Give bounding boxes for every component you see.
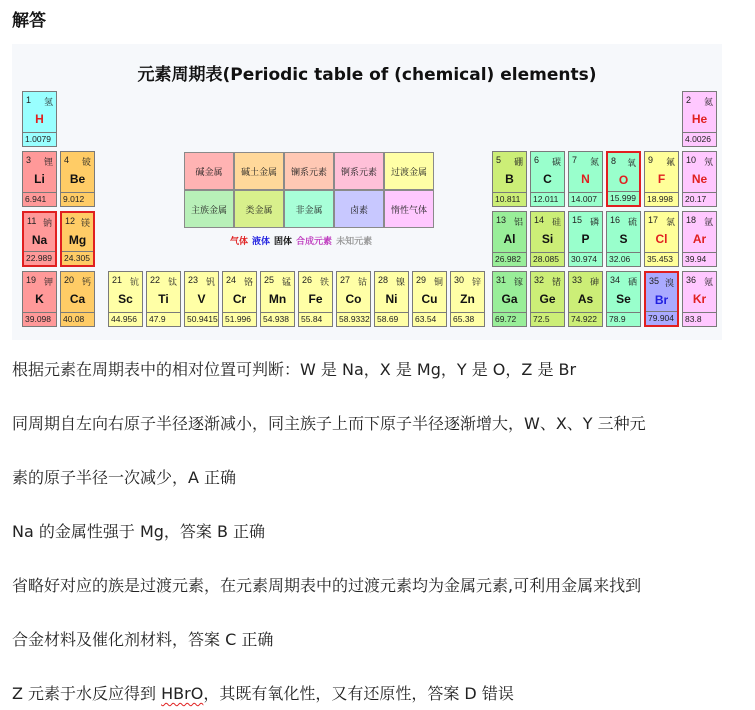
atomic-number: 2	[686, 95, 692, 105]
element-cell-ni	[374, 271, 409, 327]
chinese-name: 钠	[42, 218, 52, 228]
chinese-name: 氯	[665, 217, 675, 227]
element-cell-ga	[492, 271, 527, 327]
atomic-number: 17	[648, 215, 659, 225]
atomic-mass: 14.007	[569, 192, 602, 206]
atomic-number: 31	[496, 275, 507, 285]
element-cell-o	[606, 151, 641, 207]
element-symbol: Ga	[501, 292, 518, 306]
element-symbol: B	[505, 172, 514, 186]
atomic-mass: 40.08	[61, 312, 94, 326]
chinese-name: 氧	[626, 158, 636, 168]
chinese-name: 硅	[551, 217, 561, 227]
element-cell-ne	[682, 151, 717, 207]
element-symbol: Ni	[385, 292, 398, 306]
atomic-mass: 47.9	[147, 312, 180, 326]
atomic-mass: 54.938	[261, 312, 294, 326]
chinese-name: 硒	[627, 277, 637, 287]
element-symbol: Be	[69, 172, 86, 186]
atomic-number: 24	[226, 275, 237, 285]
atomic-number: 19	[26, 275, 37, 285]
hbro-underlined: HBrO	[161, 684, 204, 703]
chinese-name: 氟	[665, 157, 675, 167]
chinese-name: 氮	[589, 157, 599, 167]
element-symbol: S	[619, 232, 628, 246]
atomic-mass: 30.974	[569, 252, 602, 266]
chinese-name: 锗	[551, 277, 561, 287]
element-symbol: Na	[31, 233, 48, 247]
state-legend-item: 固体	[274, 237, 293, 247]
paragraph-2: 同周期自左向右原子半径逐渐减小，同主族子上而下原子半径逐渐增大，W、X、Y 三种元	[12, 414, 646, 433]
atomic-mass: 58.69	[375, 312, 408, 326]
atomic-number: 34	[610, 275, 621, 285]
atomic-mass: 79.904	[646, 311, 677, 325]
element-symbol: Se	[616, 292, 631, 306]
chinese-name: 氖	[703, 157, 713, 167]
element-cell-se	[606, 271, 641, 327]
element-symbol: Ne	[691, 172, 708, 186]
element-cell-h	[22, 91, 57, 147]
paragraph-1: 根据元素在周期表中的相对位置可判断：W 是 Na，X 是 Mg，Y 是 O，Z 是 Br	[12, 360, 577, 379]
atomic-number: 21	[112, 275, 123, 285]
atomic-mass: 20.17	[683, 192, 716, 206]
paragraph-4: Na 的金属性强于 Mg，答案 B 正确	[12, 522, 266, 541]
state-legend-item: 合成元素	[296, 237, 333, 247]
element-symbol: Co	[345, 292, 362, 306]
element-cell-he	[682, 91, 717, 147]
chinese-name: 钾	[43, 277, 53, 287]
element-symbol: Cr	[232, 292, 247, 306]
element-symbol: C	[543, 172, 552, 186]
paragraph-7	[12, 681, 514, 704]
element-cell-mg	[60, 211, 95, 267]
atomic-number: 36	[686, 275, 697, 285]
element-symbol: Zn	[460, 292, 475, 306]
chinese-name: 钛	[167, 277, 177, 287]
element-symbol: Ge	[539, 292, 556, 306]
element-symbol: Ca	[69, 292, 86, 306]
atomic-mass: 51.996	[223, 312, 256, 326]
element-symbol: P	[581, 232, 590, 246]
element-cell-be	[60, 151, 95, 207]
atomic-mass: 63.54	[413, 312, 446, 326]
atomic-mass: 24.305	[62, 251, 93, 265]
legend-category: 锕系元素	[334, 152, 384, 190]
atomic-mass: 18.998	[645, 192, 678, 206]
atomic-mass: 50.9415	[187, 314, 218, 324]
element-cell-as	[568, 271, 603, 327]
atomic-number: 25	[264, 275, 275, 285]
atomic-number: 30	[454, 275, 465, 285]
atomic-mass: 65.38	[451, 312, 484, 326]
chinese-name: 砷	[589, 277, 599, 287]
element-cell-v	[184, 271, 219, 327]
element-cell-li	[22, 151, 57, 207]
atomic-number: 1	[26, 95, 32, 105]
element-cell-f	[644, 151, 679, 207]
atomic-mass: 26.982	[493, 252, 526, 266]
atomic-mass: 6.941	[23, 192, 56, 206]
legend-category: 镧系元素	[284, 152, 334, 190]
element-symbol: Fe	[308, 292, 323, 306]
element-cell-k	[22, 271, 57, 327]
element-symbol: Ar	[692, 232, 707, 246]
element-cell-br	[644, 271, 679, 327]
element-cell-al	[492, 211, 527, 267]
chinese-name: 铬	[243, 277, 253, 287]
atomic-mass: 35.453	[645, 252, 678, 266]
legend-category: 非金属	[284, 190, 334, 228]
element-cell-co	[336, 271, 371, 327]
chinese-name: 钙	[81, 277, 91, 287]
state-legend	[230, 234, 376, 247]
state-legend-item: 气体	[230, 237, 249, 247]
atomic-number: 6	[534, 155, 540, 165]
element-cell-ti	[146, 271, 181, 327]
atomic-number: 4	[64, 155, 70, 165]
answer-heading: 解答	[12, 11, 46, 31]
legend-category: 过渡金属	[384, 152, 434, 190]
element-symbol: Br	[654, 293, 669, 307]
atomic-number: 28	[378, 275, 389, 285]
atomic-number: 20	[64, 275, 75, 285]
atomic-number: 26	[302, 275, 313, 285]
atomic-mass: 69.72	[493, 312, 526, 326]
paragraph-5: 省略好对应的族是过渡元素，在元素周期表中的过渡元素均为金属元素,可利用金属来找到	[12, 576, 642, 595]
element-symbol: As	[577, 292, 594, 306]
element-symbol: H	[35, 112, 44, 126]
chinese-name: 铜	[433, 277, 443, 287]
element-cell-c	[530, 151, 565, 207]
atomic-mass: 32.06	[607, 252, 640, 266]
chinese-name: 钒	[205, 277, 215, 287]
paragraph-6: 合金材料及催化剂材料，答案 C 正确	[12, 630, 274, 649]
atomic-number: 11	[27, 216, 37, 226]
chinese-name: 氢	[43, 97, 53, 107]
element-symbol: He	[691, 112, 708, 126]
atomic-mass: 55.84	[299, 312, 332, 326]
atomic-mass: 22.989	[24, 251, 55, 265]
paragraph-7-after: ，其既有氧化性，又有还原性，答案 D 错误	[203, 684, 514, 703]
element-cell-ca	[60, 271, 95, 327]
atomic-number: 9	[648, 155, 654, 165]
legend-category: 类金属	[234, 190, 284, 228]
atomic-number: 7	[572, 155, 578, 165]
chinese-name: 氩	[703, 217, 713, 227]
atomic-number: 3	[26, 155, 32, 165]
state-legend-item: 液体	[252, 237, 271, 247]
chinese-name: 钴	[357, 277, 367, 287]
chinese-name: 锂	[43, 157, 53, 167]
chinese-name: 铍	[81, 157, 91, 167]
element-symbol: Kr	[692, 292, 707, 306]
element-symbol: Mn	[268, 292, 287, 306]
element-symbol: Mg	[68, 233, 87, 247]
atomic-number: 16	[610, 215, 621, 225]
atomic-number: 10	[686, 155, 697, 165]
atomic-number: 32	[534, 275, 545, 285]
atomic-mass: 10.811	[493, 192, 526, 206]
periodic-table-image	[12, 44, 722, 340]
atomic-number: 22	[150, 275, 161, 285]
chinese-name: 氪	[703, 277, 713, 287]
atomic-number: 15	[572, 215, 583, 225]
atomic-mass: 72.5	[531, 312, 564, 326]
element-cell-fe	[298, 271, 333, 327]
element-cell-zn	[450, 271, 485, 327]
atomic-mass: 1.0079	[23, 132, 56, 146]
atomic-mass: 58.9332	[339, 314, 370, 324]
atomic-mass: 15.999	[608, 191, 639, 205]
chinese-name: 镁	[80, 218, 90, 228]
paragraph-7-before: Z 元素于水反应得到	[12, 684, 162, 703]
chinese-name: 锌	[471, 277, 481, 287]
element-symbol: N	[581, 172, 590, 186]
atomic-number: 5	[496, 155, 502, 165]
legend-category: 主族金属	[184, 190, 234, 228]
legend-category: 卤素	[334, 190, 384, 228]
element-symbol: O	[618, 173, 629, 187]
element-symbol: F	[657, 172, 666, 186]
atomic-mass: 39.098	[23, 312, 56, 326]
element-symbol: Si	[541, 232, 554, 246]
element-cell-cr	[222, 271, 257, 327]
atomic-mass: 44.956	[109, 312, 142, 326]
chinese-name: 镓	[513, 277, 523, 287]
chinese-name: 铁	[319, 277, 329, 287]
atomic-mass: 4.0026	[683, 132, 716, 146]
atomic-mass: 12.011	[531, 192, 564, 206]
atomic-mass: 28.085	[531, 252, 564, 266]
element-symbol: V	[197, 292, 206, 306]
atomic-number: 35	[649, 276, 660, 286]
atomic-number: 13	[496, 215, 507, 225]
state-legend-item: 未知元素	[336, 237, 373, 247]
atomic-mass: 9.012	[61, 192, 94, 206]
chinese-name: 硼	[513, 157, 523, 167]
element-cell-si	[530, 211, 565, 267]
atomic-number: 33	[572, 275, 583, 285]
atomic-mass: 39.94	[683, 252, 716, 266]
chinese-name: 溴	[664, 278, 674, 288]
atomic-number: 18	[686, 215, 697, 225]
element-symbol: Li	[34, 172, 45, 186]
element-cell-na	[22, 211, 57, 267]
element-cell-cu	[412, 271, 447, 327]
legend-category: 碱土金属	[234, 152, 284, 190]
element-symbol: Cl	[655, 232, 668, 246]
atomic-number: 23	[188, 275, 199, 285]
element-cell-ge	[530, 271, 565, 327]
atomic-number: 29	[416, 275, 427, 285]
legend-category: 碱金属	[184, 152, 234, 190]
element-cell-b	[492, 151, 527, 207]
element-cell-mn	[260, 271, 295, 327]
element-cell-cl	[644, 211, 679, 267]
atomic-number: 27	[340, 275, 351, 285]
chinese-name: 碳	[551, 157, 561, 167]
chinese-name: 磷	[589, 217, 599, 227]
element-cell-s	[606, 211, 641, 267]
paragraph-3: 素的原子半径一次减少，A 正确	[12, 468, 237, 487]
element-symbol: Sc	[118, 292, 133, 306]
element-cell-p	[568, 211, 603, 267]
element-symbol: Cu	[421, 292, 438, 306]
atomic-number: 14	[534, 215, 545, 225]
atomic-mass: 83.8	[683, 312, 716, 326]
legend-category: 惰性气体	[384, 190, 434, 228]
element-symbol: Al	[503, 232, 516, 246]
atomic-number: 12	[65, 216, 76, 226]
chinese-name: 钪	[129, 277, 139, 287]
atomic-mass: 74.922	[569, 312, 602, 326]
atomic-number: 8	[611, 156, 617, 166]
atomic-mass: 78.9	[607, 312, 640, 326]
element-cell-ar	[682, 211, 717, 267]
element-cell-n	[568, 151, 603, 207]
periodic-table-title: 元素周期表(Periodic table of (chemical) elements)	[137, 65, 597, 85]
chinese-name: 铝	[513, 217, 523, 227]
element-cell-kr	[682, 271, 717, 327]
chinese-name: 氦	[703, 97, 713, 107]
element-symbol: Ti	[158, 292, 169, 306]
element-symbol: K	[35, 292, 44, 306]
chinese-name: 硫	[627, 217, 637, 227]
element-cell-sc	[108, 271, 143, 327]
chinese-name: 镍	[395, 277, 405, 287]
chinese-name: 锰	[281, 277, 291, 287]
